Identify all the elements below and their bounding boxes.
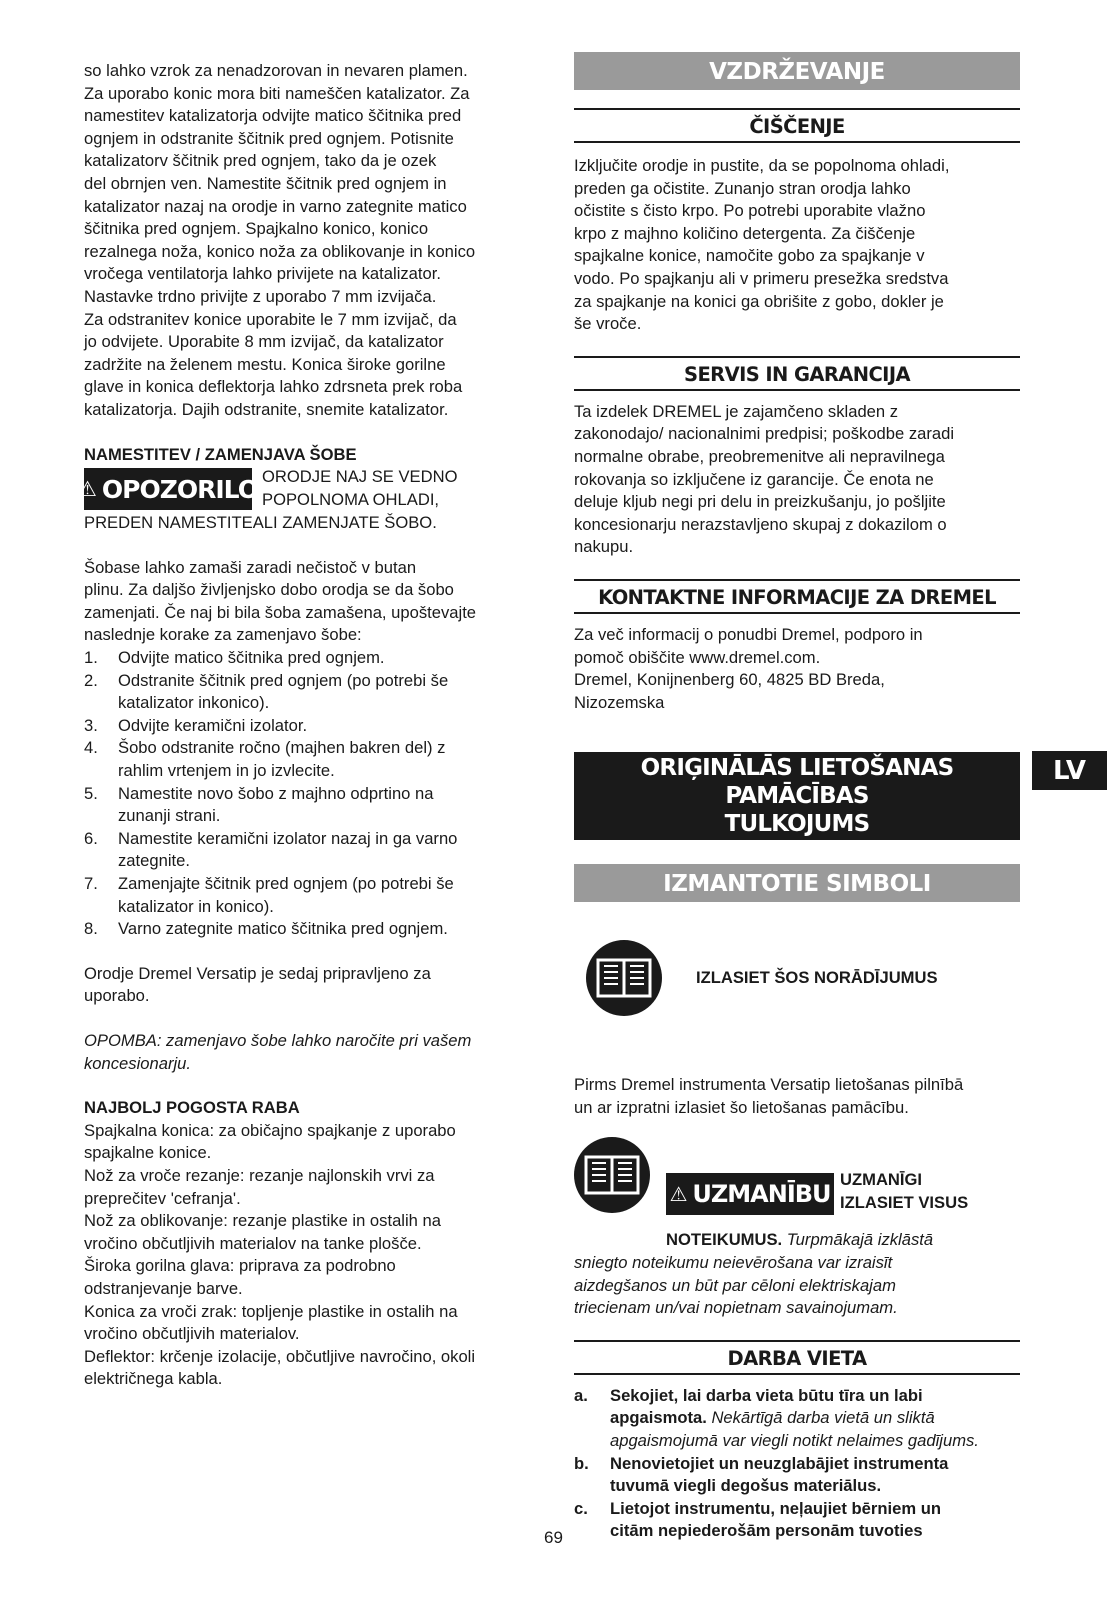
text-line: ognjem in odstranite ščitnik pred ognjem. Potisnite xyxy=(84,128,454,148)
caution-badge xyxy=(666,1173,834,1215)
intro-paragraph xyxy=(84,60,532,422)
work-area-heading: DARBA VIETA xyxy=(574,1340,1020,1375)
right-column xyxy=(574,52,1020,1543)
text-line: Deflektor: krčenje izolacije, občutljive navročino, okoli xyxy=(84,1346,476,1366)
warning-badge xyxy=(78,468,258,510)
list-item xyxy=(84,647,532,670)
text-line: del obrnjen ven. Namestite ščitnik pred ognjem in xyxy=(84,173,447,193)
text-line: Nož za oblikovanje: rezanje plastike in ostalih na xyxy=(84,1211,441,1231)
list-item xyxy=(84,873,532,918)
step-text: Zamenjajte ščitnik pred ognjem (po potrebi še xyxy=(118,874,454,893)
text-line: un ar izpratni izlasiet šo lietošanas pamācību. xyxy=(574,1097,909,1117)
text-line: so lahko vzrok za nenadzorovan in nevaren plamen. xyxy=(84,61,468,80)
warning-text: POPOLNOMA OHLADI, xyxy=(262,489,440,509)
text-line: rezalnega noža, konico noža za oblikovanje in konico xyxy=(84,241,476,261)
text-line: ščitnika pred ognjem. Spajkalno konico, konico xyxy=(84,219,429,239)
left-column xyxy=(78,60,532,1391)
step-text: zategnite. xyxy=(118,851,190,871)
text-line: koncesionarju nerazstavljeno skupaj z dokazilom o xyxy=(574,514,947,534)
page-number: 69 xyxy=(544,1528,563,1547)
nozzle-heading: NAMESTITEV / ZAMENJAVA ŠOBE xyxy=(84,444,357,464)
text-line: Dremel, Konijnenberg 60, 4825 BD Breda, xyxy=(574,670,885,690)
item-italic-text: apgaismojumā var viegli notikt nelaimes gadījums. xyxy=(610,1431,979,1451)
text-line: krpo z majhno količino detergenta. Za čiščenje xyxy=(574,223,916,243)
text-line: rokovanja so izključene iz garancije. Če enota ne xyxy=(574,469,934,489)
text-line: Za uporabo konic mora biti nameščen katalizator. Za xyxy=(84,83,470,103)
item-bold-text: Sekojiet, lai darba vieta būtu tīra un labi xyxy=(610,1385,923,1405)
text-line: Spajkalna konica: za običajno spajkanje z uporabo xyxy=(84,1120,456,1140)
warning-text: ORODJE NAJ SE VEDNO xyxy=(262,467,458,487)
text-line: zadržite na želenem mestu. Konica široke gorilne xyxy=(84,354,446,374)
text-line: vodo. Po spajkanju ali v primeru presežka sredstva xyxy=(574,268,949,288)
book-icon xyxy=(574,1137,650,1213)
text-line: za spajkanje na konici ga obrišite z gobo, dokler je xyxy=(574,291,944,311)
contact-text xyxy=(574,624,1020,714)
item-bold-text: tuvumā viegli degošus materiālus. xyxy=(610,1476,882,1496)
book-icon xyxy=(586,940,662,1016)
step-text: Namestite keramični izolator nazaj in ga varno xyxy=(118,828,458,848)
step-number: 3. xyxy=(84,715,98,735)
nozzle-intro xyxy=(84,557,532,647)
step-number: 5. xyxy=(84,783,98,803)
caution-italic-text: aizdegšanos un būt par cēloni elektriskajam xyxy=(574,1275,896,1295)
maintenance-heading: VZDRŽEVANJE xyxy=(574,52,1020,90)
caution-italic-text: Turpmākajā izklāstā xyxy=(786,1230,934,1250)
text-line: Ta izdelek DREMEL je zajamčeno skladen z xyxy=(574,401,899,421)
text-line: jo odvijete. Uporabite 8 mm izvijač, da katalizator xyxy=(84,332,444,352)
nozzle-steps-list xyxy=(84,647,532,941)
step-number: 6. xyxy=(84,828,98,848)
warning-text: PREDEN NAMESTITEALI ZAMENJATE ŠOBO. xyxy=(84,513,437,533)
lv-title-line: ORIĢINĀLĀS LIETOŠANAS PAMĀCĪBAS xyxy=(640,755,954,810)
lv-title-line: TULKOJUMS xyxy=(724,811,870,838)
text-line: namestitev katalizatorja odvijte matico ščitnika pred xyxy=(84,106,462,126)
item-bold-text: Nenovietojiet un neuzglabājiet instrumenta xyxy=(610,1453,949,1473)
service-text xyxy=(574,401,1020,559)
item-italic-text: Nekārtīgā darba vietā un sliktā xyxy=(711,1408,935,1428)
usage-heading: NAJBOLJ POGOSTA RABA xyxy=(84,1098,300,1118)
warning-block xyxy=(78,466,532,535)
text-line: IZLASIET VISUS xyxy=(840,1193,969,1213)
cleaning-text xyxy=(574,155,1020,336)
text-line: vročino občutljivih materialov. xyxy=(84,1324,300,1344)
step-text: katalizator inkonico). xyxy=(118,693,270,713)
caution-bold-text: NOTEIKUMUS. xyxy=(666,1230,783,1250)
item-bold-text: apgaismota. xyxy=(610,1408,707,1428)
text-line: katalizator nazaj na orodje in varno zategnite matico xyxy=(84,196,467,216)
list-item xyxy=(574,1385,1020,1453)
ready-text: Orodje Dremel Versatip je sedaj pripravljeno za xyxy=(84,963,431,983)
step-text: Odvijte matico ščitnika pred ognjem. xyxy=(118,648,385,668)
step-number: 1. xyxy=(84,648,98,668)
read-label: IZLASIET ŠOS NORĀDĪJUMUS xyxy=(696,968,938,988)
caution-side-text xyxy=(840,1169,968,1214)
text-line: še vroče. xyxy=(574,314,642,334)
text-line: očistite s čisto krpo. Po potrebi uporabite vlažno xyxy=(574,201,926,221)
text-line: odstranjevanje barve. xyxy=(84,1278,243,1298)
text-line: deluje kljub negi pri delu in preizkušanju, jo pošljite xyxy=(574,492,946,512)
step-number: 8. xyxy=(84,919,98,939)
text-line: plinu. Za daljšo življenjsko dobo orodja se da šobo xyxy=(84,580,454,600)
symbols-heading: IZMANTOTIE SIMBOLI xyxy=(574,864,1020,902)
text-line: naslednje korake za zamenjavo šobe: xyxy=(84,625,362,645)
text-line: spajkalne konice. xyxy=(84,1143,212,1163)
text-line: Za več informacij o ponudbi Dremel, podporo in xyxy=(574,624,923,644)
step-text: Šobo odstranite ročno (majhen bakren del) z xyxy=(118,738,446,758)
contact-heading: KONTAKTNE INFORMACIJE ZA DREMEL xyxy=(574,579,1020,614)
text-line: preprečitev 'cefranja'. xyxy=(84,1188,241,1208)
item-bold-text: citām nepiederošām personām tuvoties xyxy=(610,1521,923,1541)
caution-badge-label: UZMANĪBU xyxy=(692,1180,831,1209)
text-line: vročega ventilatorja lahko privijete na katalizator. xyxy=(84,264,441,284)
note-text: koncesionarju. xyxy=(84,1053,192,1073)
text-line: Nastavke trdno privijte z uporabo 7 mm izvijača. xyxy=(84,286,437,306)
step-number: 4. xyxy=(84,738,98,758)
text-line: Široka gorilna glava: priprava za podrobno xyxy=(84,1256,396,1276)
text-line: glave in konica deflektorja lahko zdrsneta prek roba xyxy=(84,377,463,397)
step-number: 7. xyxy=(84,874,98,893)
text-line: Šobase lahko zamaši zaradi nečistoč v butan xyxy=(84,557,417,577)
text-line: Nož za vroče rezanje: rezanje najlonskih vrvi za xyxy=(84,1165,435,1185)
language-tab: LV xyxy=(1032,751,1107,790)
warning-triangle-icon: ⚠ xyxy=(78,477,96,502)
text-line: Pirms Dremel instrumenta Versatip lietošanas pilnībā xyxy=(574,1075,964,1095)
caution-italic-text: triecienam un/vai nopietnam savainojumam. xyxy=(574,1298,898,1318)
text-line: Izključite orodje in pustite, da se popolnoma ohladi, xyxy=(574,156,950,175)
text-line: zakonodajo/ nacionalnimi predpisi; poškodbe zaradi xyxy=(574,424,955,444)
text-line: Za odstranitev konice uporabite le 7 mm izvijač, da xyxy=(84,309,457,329)
note-text: OPOMBA: zamenjavo šobe lahko naročite pri vašem xyxy=(84,1030,472,1050)
caution-block xyxy=(574,1137,1020,1229)
item-letter: a. xyxy=(574,1385,588,1405)
list-item xyxy=(84,783,532,828)
text-line: UZMANĪGI xyxy=(840,1170,923,1190)
item-letter: b. xyxy=(574,1453,589,1473)
read-symbol-row xyxy=(574,940,1020,1016)
text-line: pomoč obiščite www.dremel.com. xyxy=(574,647,821,667)
cleaning-heading: ČIŠČENJE xyxy=(574,108,1020,143)
list-item xyxy=(84,715,532,738)
text-line: normalne obrabe, preobremenitve ali nepravilnega xyxy=(574,446,945,466)
list-item xyxy=(84,670,532,715)
text-line: vročino občutljivih materialov na tanke plošče. xyxy=(84,1233,422,1253)
text-line: električnega kabla. xyxy=(84,1369,223,1389)
step-text: Odstranite ščitnik pred ognjem (po potrebi še xyxy=(118,670,449,690)
caution-italic-text: sniegto noteikumu neievērošana var izraisīt xyxy=(574,1253,893,1273)
text-line: nakupu. xyxy=(574,537,634,557)
step-text: Varno zategnite matico ščitnika pred ognjem. xyxy=(118,919,448,939)
text-line: Konica za vroči zrak: topljenje plastike in ostalih na xyxy=(84,1301,458,1321)
text-line: katalizatorja. Dajih odstranite, snemite katalizator. xyxy=(84,399,449,419)
warning-badge-label: OPOZORILO xyxy=(101,474,258,504)
step-text: katalizator in konico). xyxy=(118,896,274,916)
step-text: Namestite novo šobo z majhno odprtino na xyxy=(118,783,434,803)
lv-section-title xyxy=(574,752,1020,840)
text-line: zamenjati. Če naj bi bila šoba zamašena, upoštevajte xyxy=(84,602,477,622)
text-line: preden ga očistite. Zunanjo stran orodja lahko xyxy=(574,178,911,198)
work-area-list xyxy=(574,1385,1020,1543)
text-line: katalizatorv ščitnik pred ognjem, tako da je ozek xyxy=(84,151,437,171)
step-text: rahlim vrtenjem in jo izvlecite. xyxy=(118,761,335,781)
step-text: zunanji strani. xyxy=(118,806,221,826)
item-bold-text: Lietojot instrumentu, neļaujiet bērniem un xyxy=(610,1498,941,1518)
list-item xyxy=(84,737,532,782)
service-heading: SERVIS IN GARANCIJA xyxy=(574,356,1020,391)
text-line: Nizozemska xyxy=(574,692,665,712)
step-number: 2. xyxy=(84,670,98,690)
warning-triangle-icon: ⚠ xyxy=(669,1182,687,1207)
text-line: spajkalne konice, namočite gobo za spajkanje v xyxy=(574,246,925,266)
item-letter: c. xyxy=(574,1498,588,1518)
ready-text: uporabo. xyxy=(84,986,150,1006)
list-item xyxy=(84,918,532,941)
usage-list xyxy=(84,1120,532,1391)
step-text: Odvijte keramični izolator. xyxy=(118,715,308,735)
list-item xyxy=(84,828,532,873)
list-item xyxy=(574,1453,1020,1498)
